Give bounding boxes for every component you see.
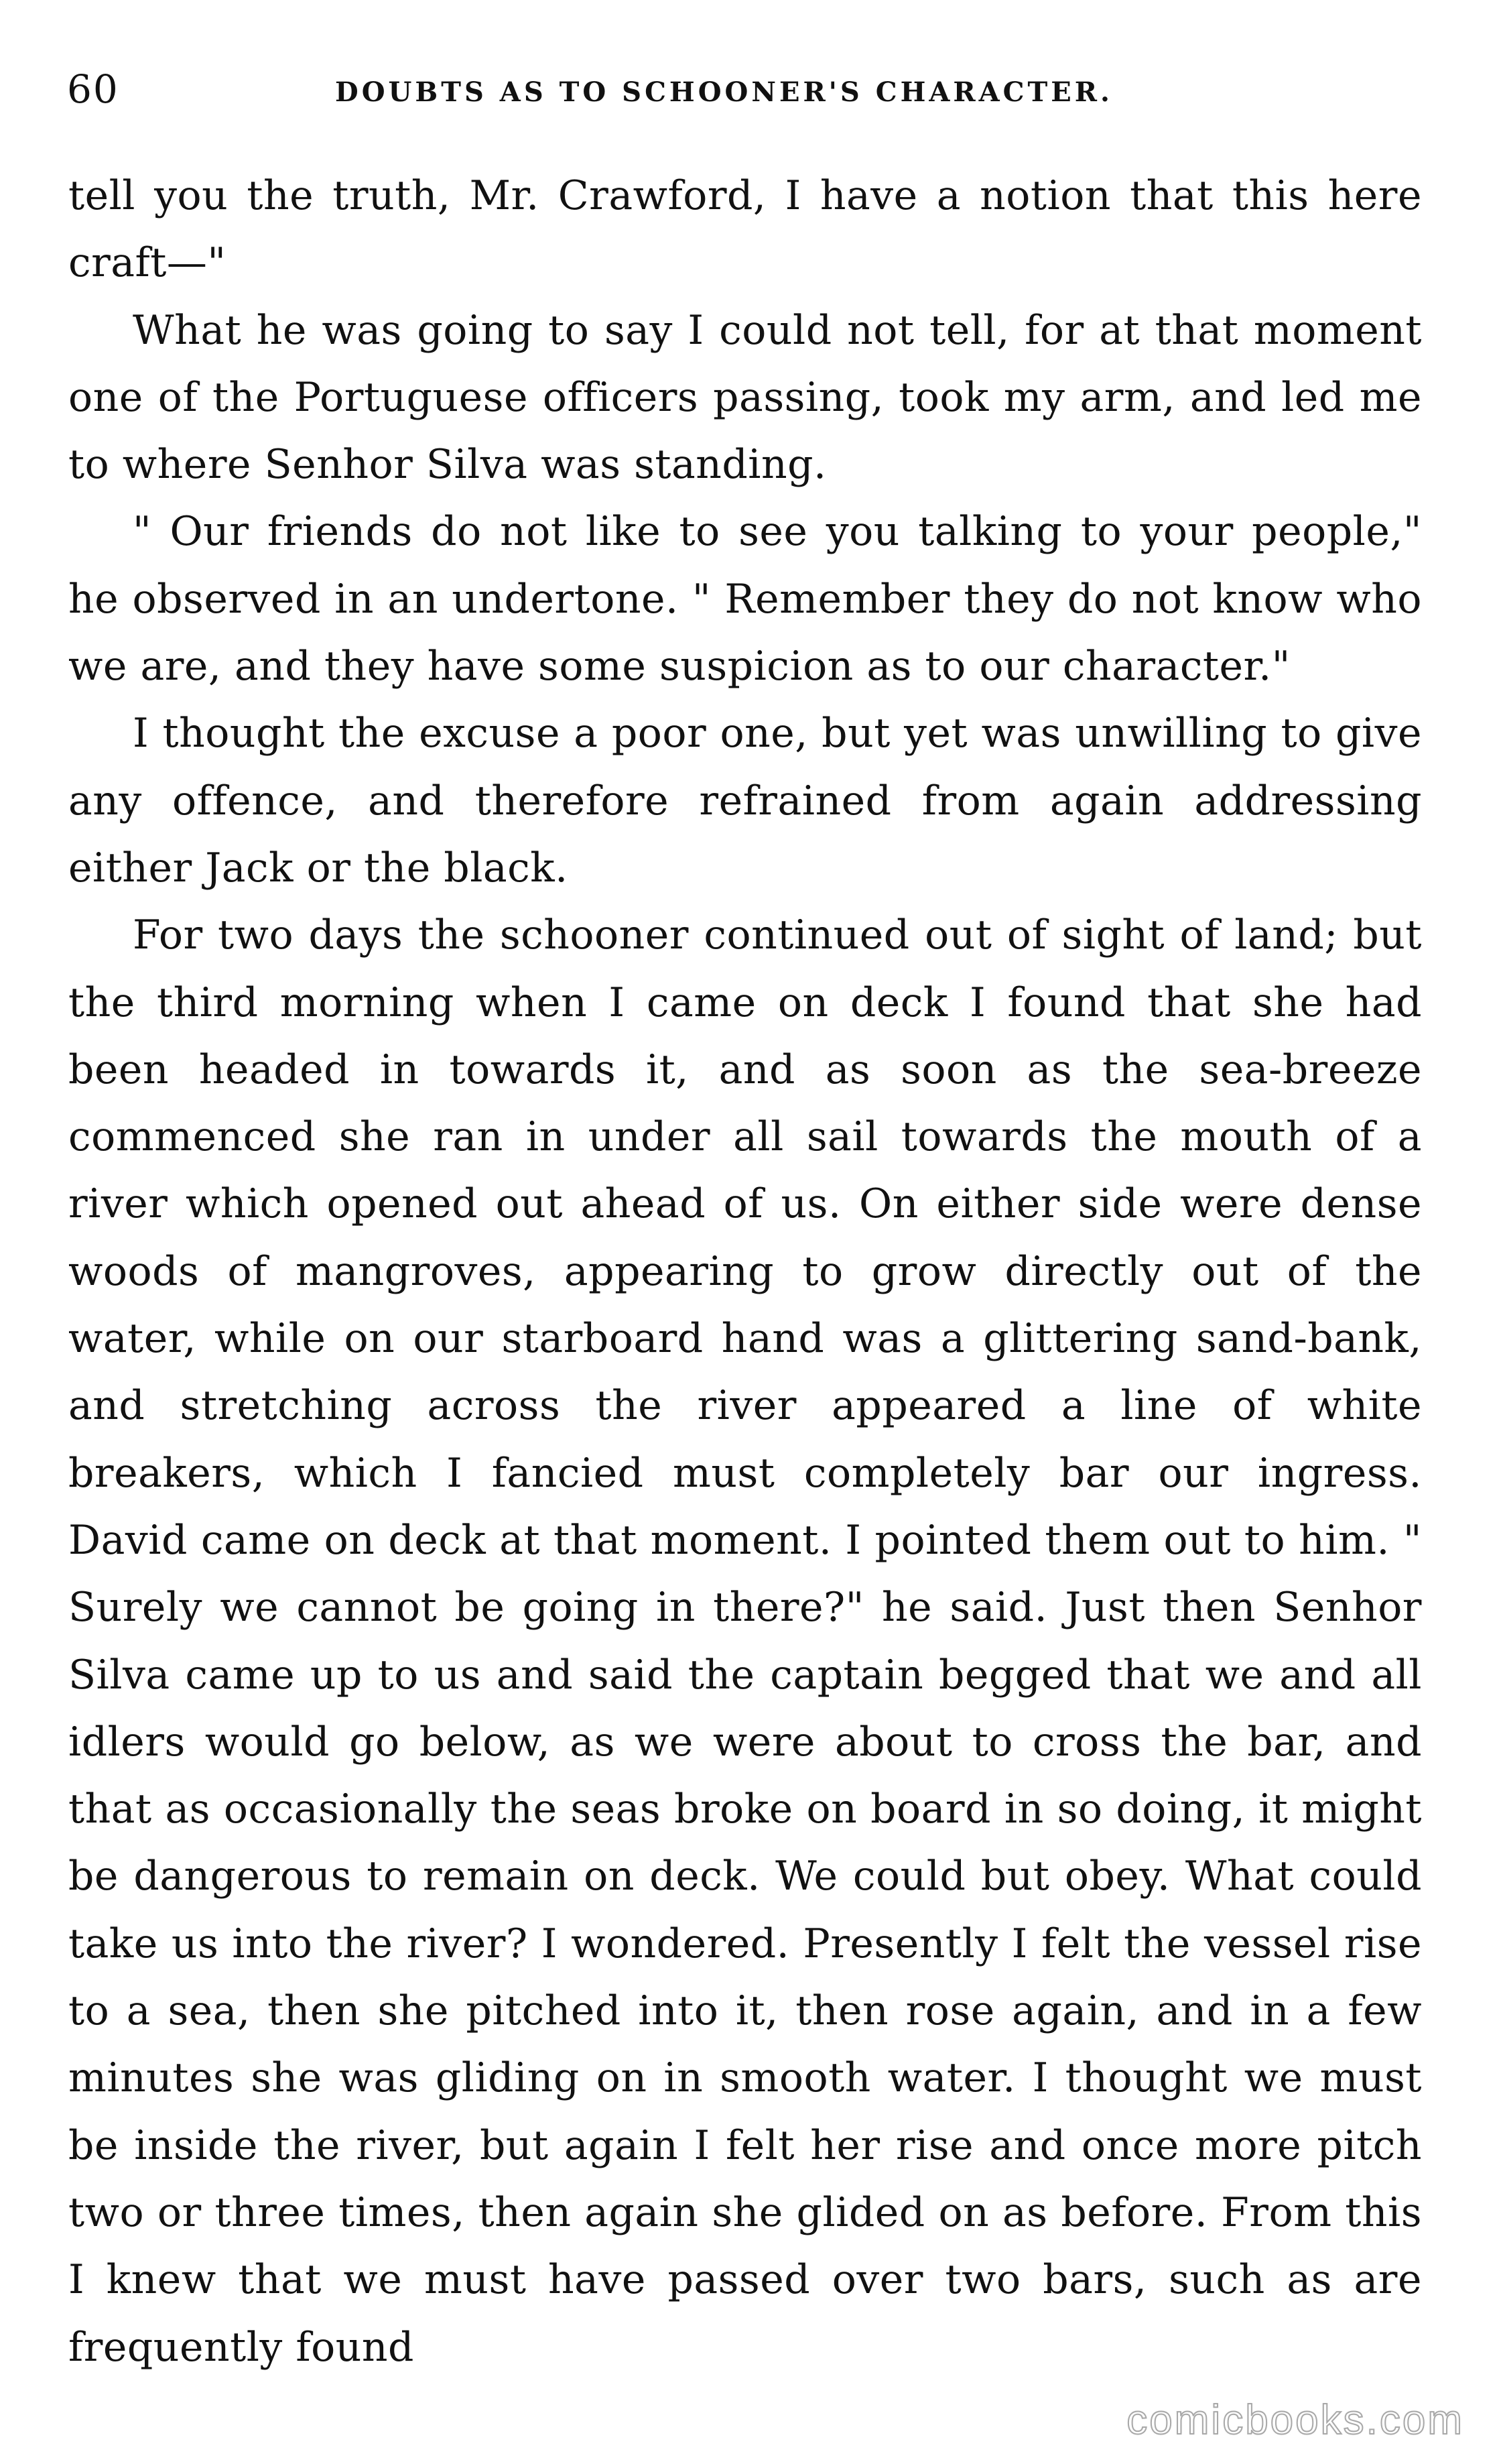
paragraph: What he was going to say I could not tell, for at that moment one of the Portuguese officers passing, took my arm, and led me to where Senhor Silva was standing. xyxy=(68,306,1422,489)
page-number: 60 xyxy=(67,66,119,112)
paragraph: I thought the excuse a poor one, but yet was unwilling to give any offence, and therefore refrained from again addressing either Jack or the black. xyxy=(68,710,1422,891)
watermark-logo: comicbooks.com xyxy=(1126,2397,1464,2443)
paragraph-continuation: tell you the truth, Mr. Crawford, I have a notion that this here craft—" xyxy=(68,172,1422,287)
paragraph: For two days the schooner continued out of sight of land; but the third morning when I came on deck I found that she had been headed in towards it, and as soon as the sea-breeze commenced she ran in under all sail towards the mouth of a river which opened out ahead of us. On either side were dense woods of mangroves, appearing to grow directly out of the water, while on our starboard hand was a glittering sand-bank, and stretching across the river appeared a line of white breakers, which I fancied must completely bar our ingress. David came on deck at that moment. I pointed them out to him. " Surely we cannot be going in there?" he said. Just then Senhor Silva came up to us and said the captain begged that we and all idlers would go below, as we were about to cross the bar, and that as occasionally the seas broke on board in so doing, it might be dangerous to remain on deck. We could but obey. What could take us into the river? I wondered. Presently I felt the vessel rise to a sea, then she pitched into it, then rose again, and in a few minutes she was gliding on in smooth water. I thought we must be inside the river, but again I felt her rise and once more pitch two or three times, then again she glided on as before. From this I knew that we must have passed over two bars, such as are frequently found xyxy=(68,912,1422,2371)
running-title: DOUBTS AS TO SCHOONER'S CHARACTER. xyxy=(335,76,1113,108)
paragraph: " Our friends do not like to see you talking to your people," he observed in an undertone. " Remember they do not know who we are, and they have some suspicion as to our character." xyxy=(68,508,1422,690)
page-header xyxy=(67,59,1434,119)
body-text xyxy=(68,162,1422,2381)
